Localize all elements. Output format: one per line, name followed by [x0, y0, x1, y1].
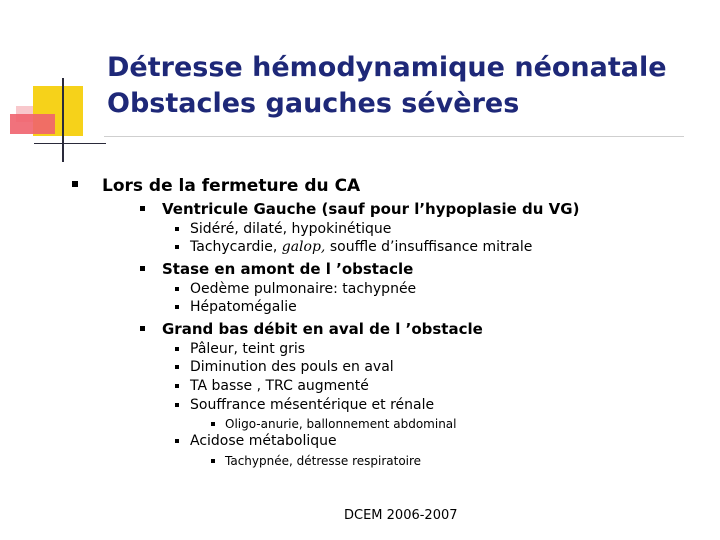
square-bullet-icon: [140, 266, 145, 271]
list-item: TA basse , TRC augmenté: [175, 378, 369, 394]
square-bullet-icon: [175, 403, 179, 407]
decor-horizontal-line: [34, 143, 106, 144]
square-bullet-icon: [175, 305, 179, 309]
slide-title: [107, 50, 667, 122]
tachycardie-text: Tachycardie,: [190, 239, 282, 255]
list-item: Diminution des pouls en aval: [175, 359, 394, 375]
square-bullet-icon: [211, 422, 215, 426]
square-bullet-icon: [140, 326, 145, 331]
section-heading-vg: Ventricule Gauche (sauf pour l’hypoplasie du VG): [140, 200, 579, 218]
list-item: Sidéré, dilaté, hypokinétique: [175, 221, 391, 237]
decor-red-square: [10, 114, 55, 134]
list-item: Oedème pulmonaire: tachypnée: [175, 281, 416, 297]
bullet-level1: Lors de la fermeture du CA: [72, 176, 360, 196]
souffle-text: souffle d’insuffisance mitrale: [325, 239, 533, 255]
list-item: Hépatomégalie: [175, 299, 297, 315]
square-bullet-icon: [175, 365, 179, 369]
square-bullet-icon: [175, 347, 179, 351]
sub-list-item: Tachypnée, détresse respiratoire: [211, 454, 421, 468]
section-heading-stase: Stase en amont de l ’obstacle: [140, 260, 413, 278]
square-bullet-icon: [72, 181, 78, 187]
title-line-1: Détresse hémodynamique néonatale: [107, 52, 667, 83]
list-item: Pâleur, teint gris: [175, 341, 305, 357]
sub-list-item: Oligo-anurie, ballonnement abdominal: [211, 417, 457, 431]
square-bullet-icon: [175, 245, 179, 249]
list-item: [175, 239, 532, 255]
square-bullet-icon: [175, 227, 179, 231]
list-item: Souffrance mésentérique et rénale: [175, 397, 434, 413]
square-bullet-icon: [175, 384, 179, 388]
slide-footer: DCEM 2006-2007: [344, 508, 458, 523]
title-underline: [104, 136, 684, 137]
square-bullet-icon: [140, 206, 145, 211]
title-line-2: Obstacles gauches sévères: [107, 88, 520, 119]
square-bullet-icon: [175, 439, 179, 443]
square-bullet-icon: [211, 459, 215, 463]
decor-vertical-line: [62, 78, 64, 162]
galop-text: galop,: [281, 239, 326, 255]
square-bullet-icon: [175, 287, 179, 291]
list-item: Acidose métabolique: [175, 433, 337, 449]
section-heading-bas-debit: Grand bas débit en aval de l ’obstacle: [140, 320, 483, 338]
